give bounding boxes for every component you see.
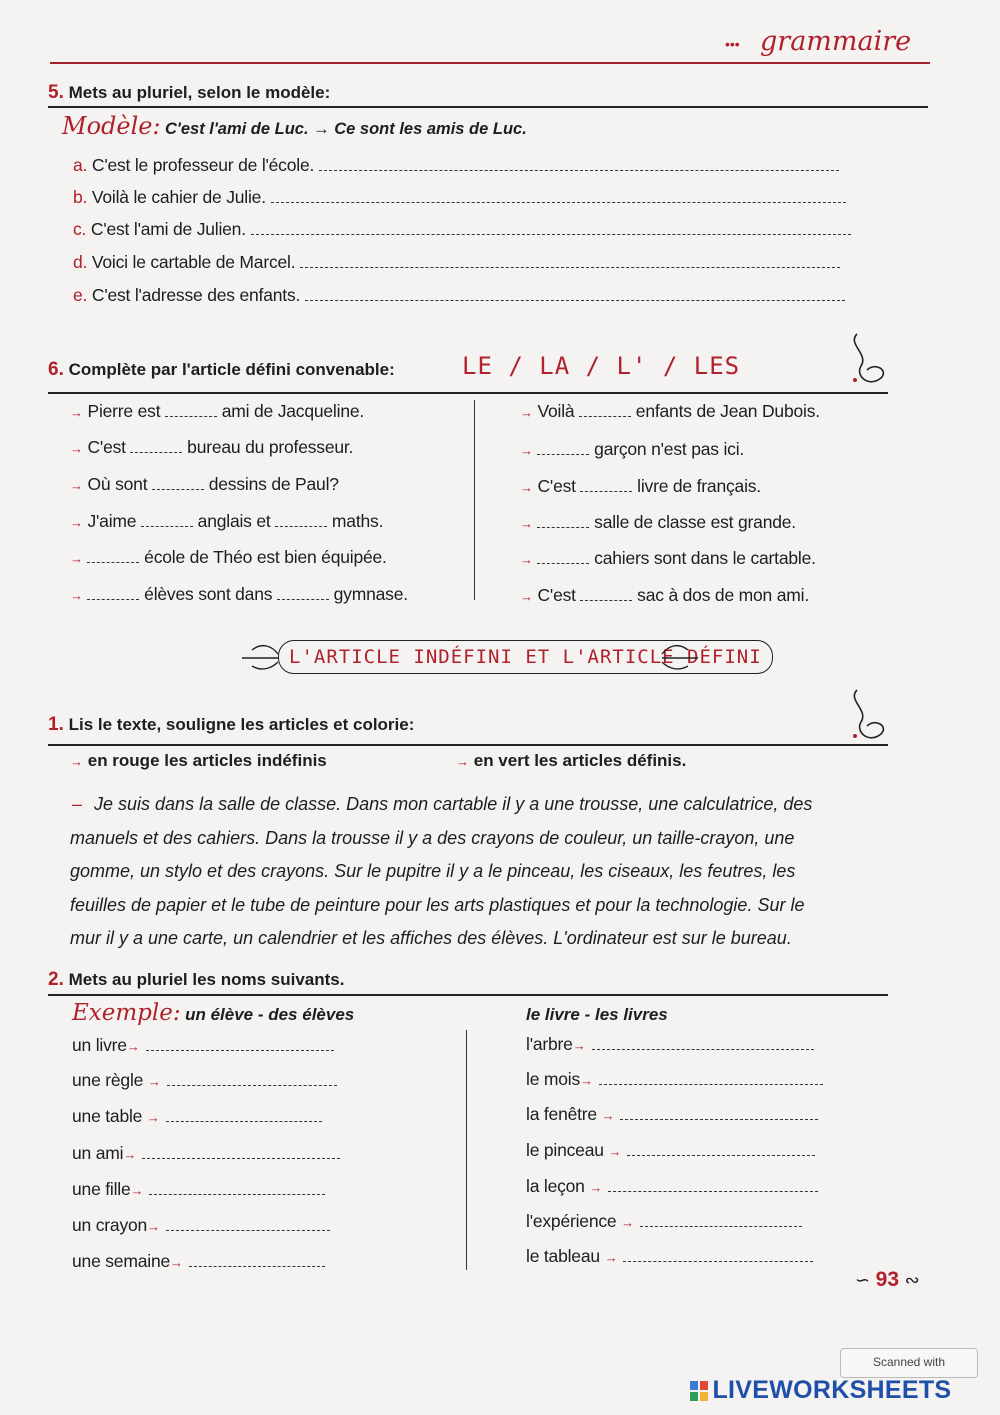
- answer-blank[interactable]: [640, 1212, 802, 1227]
- ex6-left-item: [70, 437, 353, 458]
- noun: un livre: [72, 1035, 127, 1055]
- item-text: C'est: [537, 585, 576, 605]
- instruction-text: en vert les articles définis.: [473, 751, 687, 770]
- swirl-icon: [835, 330, 890, 395]
- ex2-right-item: [526, 1034, 814, 1055]
- arrow-icon: →: [608, 1144, 622, 1159]
- noun: une fille: [72, 1179, 131, 1199]
- passage-line: [70, 788, 930, 822]
- ex2-right-item: [526, 1176, 818, 1197]
- ex6-heading: [48, 359, 395, 381]
- ex1-passage: [70, 788, 930, 956]
- arrow-icon: →: [456, 754, 469, 769]
- section-title: L'ARTICLE INDÉFINI ET L'ARTICLE DÉFINI: [289, 646, 762, 668]
- item-text: anglais et: [197, 511, 271, 531]
- answer-blank[interactable]: [251, 220, 851, 235]
- ex6-left-item: [70, 474, 339, 495]
- noun: un ami: [72, 1143, 124, 1163]
- answer-blank[interactable]: [166, 1107, 322, 1122]
- ex2-left-item: [72, 1143, 340, 1164]
- item-text: J'aime: [87, 511, 137, 531]
- noun: le mois: [526, 1069, 581, 1089]
- header-rule: [50, 62, 930, 64]
- ex2-right-item: [526, 1069, 823, 1090]
- ex2-rule: [48, 994, 888, 996]
- instruction-text: en rouge les articles indéfinis: [87, 751, 327, 770]
- item-letter: c.: [73, 219, 87, 239]
- ex6-title: Complète par l'article défini convenable:: [68, 360, 395, 379]
- arrow-icon: →: [70, 441, 83, 456]
- ex2-heading: [48, 969, 344, 991]
- header-dots: •••: [725, 36, 740, 52]
- arrow-icon: →: [126, 1039, 140, 1054]
- ex6-right-item: [520, 476, 761, 497]
- noun: un crayon: [72, 1215, 148, 1235]
- passage-line: gomme, un stylo et des crayons. Sur le pupitre il y a le pinceau, les ciseaux, les feutres, les: [70, 861, 796, 881]
- arrow-icon: →: [123, 1147, 137, 1162]
- ex2-title: Mets au pluriel les noms suivants.: [68, 970, 345, 989]
- item-text: C'est l'adresse des enfants.: [91, 285, 301, 305]
- answer-blank[interactable]: [319, 156, 839, 171]
- answer-blank[interactable]: [592, 1035, 814, 1050]
- ex2-column-divider: [466, 1030, 467, 1270]
- tilde-right-icon: ∾: [904, 1270, 920, 1290]
- arrow-icon: →: [520, 516, 533, 531]
- item-text: garçon n'est pas ici.: [594, 439, 745, 459]
- ex5-item-b: [73, 187, 846, 208]
- arrow-icon: →: [70, 478, 83, 493]
- header-tag: grammaire: [760, 26, 912, 57]
- noun: l'arbre: [526, 1034, 573, 1054]
- ex2-example-label: Exemple:: [72, 1000, 181, 1026]
- noun: une semaine: [72, 1251, 171, 1271]
- watermark-text: LIVEWORKSHEETS: [712, 1376, 952, 1404]
- noun: le pinceau: [526, 1140, 604, 1160]
- ex2-left-item: [72, 1215, 330, 1236]
- answer-blank[interactable]: [166, 1216, 330, 1231]
- ex2-left-item: [72, 1070, 337, 1091]
- answer-blank[interactable]: [142, 1144, 340, 1159]
- answer-blank[interactable]: [130, 438, 182, 453]
- arrow-icon: →: [621, 1215, 634, 1230]
- item-letter: b.: [73, 187, 88, 207]
- answer-blank[interactable]: [146, 1036, 334, 1051]
- passage-text: Je suis dans la salle de classe. Dans mon cartable il y a une trousse, une calculatrice, des: [94, 794, 813, 814]
- item-text: sac à dos de mon ami.: [637, 585, 810, 605]
- arrow-icon: →: [130, 1183, 144, 1198]
- item-text: ami de Jacqueline.: [221, 401, 365, 421]
- answer-blank[interactable]: [152, 475, 204, 490]
- ex5-rule: [48, 106, 928, 108]
- ex2-left-item: [72, 1106, 322, 1127]
- arrow-icon: →: [70, 754, 83, 769]
- answer-blank[interactable]: [580, 477, 632, 492]
- ex6-column-divider: [474, 400, 475, 600]
- ex2-left-item: [72, 1251, 325, 1272]
- answer-blank[interactable]: [277, 585, 329, 600]
- ex2-right-item: [526, 1211, 802, 1232]
- passage-line: mur il y a une carte, un calendrier et les affiches des élèves. L'ordinateur est sur le bureau.: [70, 928, 792, 948]
- answer-blank[interactable]: [141, 512, 193, 527]
- ex5-heading: [48, 82, 330, 104]
- ex6-right-item: [520, 439, 744, 460]
- item-text: Voici le cartable de Marcel.: [91, 252, 296, 272]
- ex6-left-item: [70, 547, 387, 568]
- noun: le tableau: [526, 1246, 600, 1266]
- item-text: Voilà: [537, 401, 575, 421]
- answer-blank[interactable]: [599, 1070, 823, 1085]
- arrow-icon: →: [520, 405, 533, 420]
- ex1-rule: [48, 744, 888, 746]
- ex1-instruction-green: [456, 751, 686, 771]
- ex2-example-left: un élève - des élèves: [185, 1005, 355, 1024]
- ex6-right-item: [520, 512, 796, 533]
- answer-blank[interactable]: [87, 548, 139, 563]
- arrow-icon: →: [70, 588, 83, 603]
- noun: la leçon: [526, 1176, 585, 1196]
- ex2-number: 2.: [48, 969, 64, 990]
- answer-blank[interactable]: [87, 585, 139, 600]
- arrow-icon: →: [604, 1250, 618, 1265]
- answer-blank[interactable]: [271, 188, 846, 203]
- passage-line: manuels et des cahiers. Dans la trousse il y a des crayons de couleur, un taille-crayon, une: [70, 827, 795, 848]
- ex6-number: 6.: [48, 359, 64, 380]
- ex5-item-e: [73, 285, 845, 306]
- noun: la fenêtre: [526, 1104, 597, 1124]
- ex2-right-item: [526, 1104, 818, 1125]
- ex5-number: 5.: [48, 82, 64, 103]
- answer-blank[interactable]: [165, 402, 217, 417]
- answer-blank[interactable]: [623, 1247, 813, 1262]
- item-text: dessins de Paul?: [208, 474, 339, 494]
- ex2-example-right: le livre - les livres: [526, 1005, 668, 1024]
- ex6-right-item: [520, 585, 809, 606]
- page-number: 93: [875, 1268, 900, 1291]
- ex6-left-item: [70, 401, 364, 422]
- item-letter: d.: [73, 252, 88, 272]
- ex5-item-a: [73, 155, 839, 176]
- arrow-icon: →: [170, 1255, 183, 1270]
- ex6-right-item: [520, 548, 816, 569]
- scanner-text: Scanned with: [872, 1355, 946, 1369]
- ex2-left-item: [72, 1035, 334, 1056]
- item-text: Voilà le cahier de Julie.: [91, 187, 266, 207]
- arrow-icon: →: [520, 443, 533, 458]
- arrow-icon: →: [147, 1219, 160, 1234]
- arrow-icon: →: [589, 1180, 603, 1195]
- ex5-model: [62, 112, 527, 140]
- arrow-icon: →: [520, 480, 533, 495]
- item-text: cahiers sont dans le cartable.: [594, 548, 816, 568]
- arrow-icon: →: [147, 1074, 161, 1089]
- item-letter: e.: [73, 285, 88, 305]
- item-text: C'est: [87, 437, 126, 457]
- ex6-options: LE / LA / L' / LES: [462, 352, 741, 380]
- ex1-number: 1.: [48, 714, 64, 735]
- answer-blank[interactable]: [167, 1071, 337, 1086]
- ex2-right-item: [526, 1246, 813, 1267]
- answer-blank[interactable]: [189, 1252, 325, 1267]
- arrow-icon: →: [601, 1108, 615, 1123]
- answer-blank[interactable]: [537, 549, 589, 564]
- ex1-instruction-red: [70, 751, 327, 771]
- answer-blank[interactable]: [580, 586, 632, 601]
- watermark-logo-icon: [690, 1381, 708, 1401]
- right-flourish-icon: [652, 636, 702, 676]
- arrow-icon: →: [520, 552, 533, 567]
- arrow-icon: →: [70, 551, 83, 566]
- arrow-icon: →: [580, 1073, 593, 1088]
- ex2-left-item: [72, 1179, 325, 1200]
- ex5-item-d: [73, 252, 840, 273]
- ex5-title: Mets au pluriel, selon le modèle:: [68, 83, 331, 102]
- item-text: Pierre est: [87, 401, 161, 421]
- swirl-icon: [835, 686, 890, 751]
- ex5-model-text: C'est l'ami de Luc. → Ce sont les amis de Luc.: [165, 120, 527, 138]
- answer-blank[interactable]: [537, 440, 589, 455]
- ex5-item-c: [73, 219, 851, 240]
- dash-mark: –: [72, 794, 83, 814]
- arrow-icon: →: [572, 1038, 586, 1053]
- item-text: gymnase.: [333, 584, 408, 604]
- arrow-icon: →: [70, 405, 83, 420]
- arrow-icon: →: [70, 515, 83, 530]
- answer-blank[interactable]: [537, 513, 589, 528]
- ex6-left-item: [70, 511, 383, 532]
- answer-blank[interactable]: [305, 286, 845, 301]
- ex1-title: Lis le texte, souligne les articles et colorie:: [68, 715, 415, 734]
- arrow-icon: →: [520, 589, 533, 604]
- answer-blank[interactable]: [579, 402, 631, 417]
- item-text: C'est: [537, 476, 576, 496]
- item-text: bureau du professeur.: [187, 437, 354, 457]
- noun: une table: [72, 1106, 143, 1126]
- item-text: livre de français.: [637, 476, 761, 496]
- passage-line: feuilles de papier et le tube de peinture pour les arts plastiques et pour la technologie. Sur le: [70, 894, 805, 915]
- item-text: C'est le professeur de l'école.: [91, 155, 315, 175]
- ex2-right-item: [526, 1140, 815, 1161]
- ex1-heading: [48, 714, 414, 736]
- answer-blank[interactable]: [627, 1141, 815, 1156]
- answer-blank[interactable]: [275, 512, 327, 527]
- answer-blank[interactable]: [300, 253, 840, 268]
- item-text: élèves sont dans: [144, 584, 273, 604]
- item-text: C'est l'ami de Julien.: [90, 219, 246, 239]
- ex6-right-item: [520, 401, 820, 422]
- answer-blank[interactable]: [608, 1177, 818, 1192]
- item-text: école de Théo est bien équipée.: [144, 547, 387, 567]
- ex5-model-label: Modèle:: [62, 112, 161, 140]
- page-number-block: [855, 1268, 920, 1292]
- item-text: maths.: [331, 511, 384, 531]
- scanner-badge: [840, 1348, 978, 1378]
- watermark: [690, 1376, 980, 1408]
- ex6-rule: [48, 392, 888, 394]
- item-text: Où sont: [87, 474, 148, 494]
- answer-blank[interactable]: [149, 1180, 325, 1195]
- ex2-example: [72, 1000, 354, 1026]
- item-text: enfants de Jean Dubois.: [635, 401, 820, 421]
- answer-blank[interactable]: [620, 1105, 818, 1120]
- noun: une règle: [72, 1070, 144, 1090]
- tilde-left-icon: ∽: [855, 1270, 871, 1290]
- noun: l'expérience: [526, 1211, 617, 1231]
- ex6-left-item: [70, 584, 408, 605]
- item-text: salle de classe est grande.: [594, 512, 796, 532]
- item-letter: a.: [73, 155, 88, 175]
- arrow-icon: →: [146, 1110, 160, 1125]
